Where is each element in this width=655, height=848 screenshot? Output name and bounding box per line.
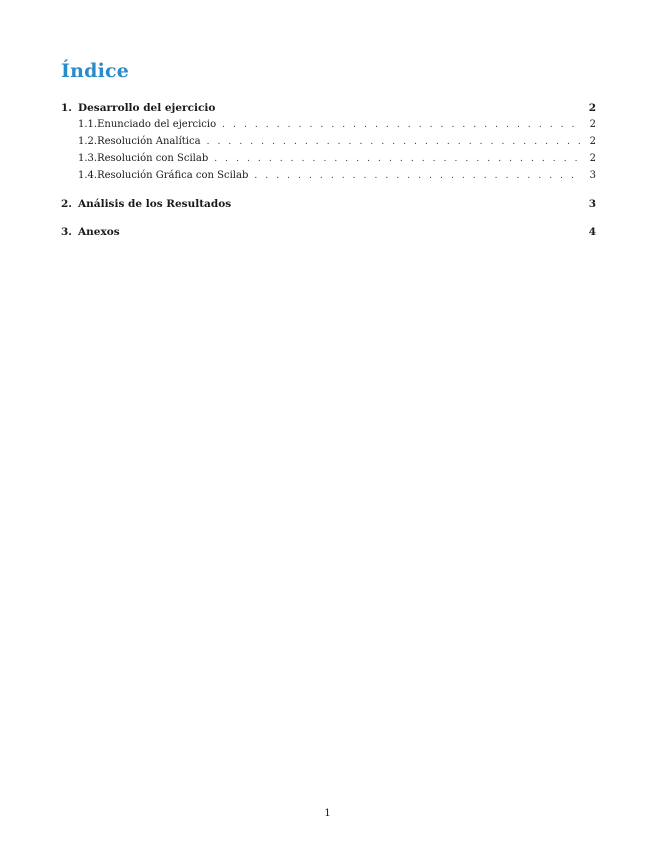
toc-page-number: 3 xyxy=(588,198,596,210)
toc-section-number: 2. xyxy=(61,198,72,210)
toc-subsection-title: Enunciado del ejercicio xyxy=(97,119,217,130)
toc-section-title: Análisis de los Resultados xyxy=(78,198,232,210)
toc-page-number: 4 xyxy=(588,226,596,238)
dot-leader xyxy=(222,117,580,134)
toc-subsection-number: 1.1. xyxy=(78,119,98,130)
footer-page-number: 1 xyxy=(324,808,331,819)
toc-section-number: 1. xyxy=(61,102,72,114)
table-of-contents xyxy=(61,100,596,240)
toc-subsection-1-1[interactable] xyxy=(61,116,596,133)
toc-page-number: 2 xyxy=(588,102,596,114)
toc-page-number: 2 xyxy=(589,119,596,130)
dot-leader xyxy=(254,168,580,185)
toc-section-number: 3. xyxy=(61,226,72,238)
dot-leader xyxy=(214,151,580,168)
toc-page-number: 2 xyxy=(589,136,596,147)
toc-page-number: 3 xyxy=(589,170,596,181)
toc-section-title: Desarrollo del ejercicio xyxy=(78,102,216,114)
toc-section-3[interactable] xyxy=(61,224,596,240)
toc-section-1[interactable] xyxy=(61,100,596,116)
toc-heading: Índice xyxy=(61,60,130,82)
toc-subsection-1-3[interactable] xyxy=(61,150,596,167)
toc-page-number: 2 xyxy=(589,153,596,164)
dot-leader xyxy=(207,134,580,151)
toc-section-title: Anexos xyxy=(78,226,120,238)
toc-subsection-title: Resolución Gráfica con Scilab xyxy=(97,170,249,181)
toc-section-2[interactable] xyxy=(61,196,596,212)
toc-subsection-number: 1.4. xyxy=(78,170,98,181)
toc-subsection-title: Resolución con Scilab xyxy=(97,153,209,164)
toc-subsection-number: 1.3. xyxy=(78,153,98,164)
toc-subsection-1-4[interactable] xyxy=(61,167,596,184)
toc-subsection-title: Resolución Analítica xyxy=(97,136,201,147)
toc-subsection-1-2[interactable] xyxy=(61,133,596,150)
toc-subsection-number: 1.2. xyxy=(78,136,98,147)
